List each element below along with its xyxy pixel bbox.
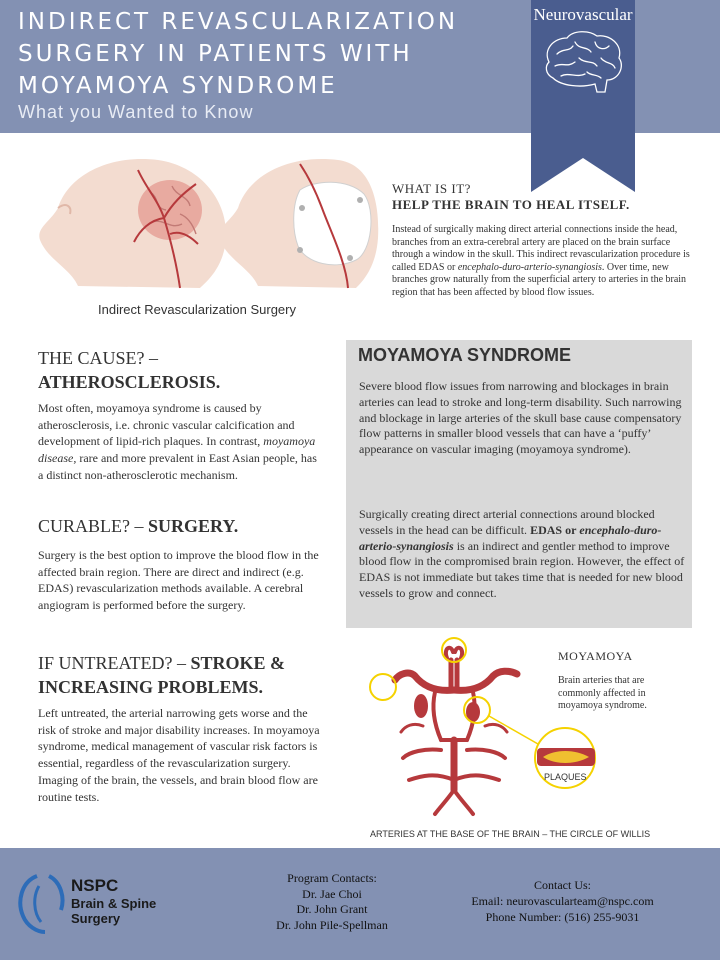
org-name: NSPC bbox=[71, 876, 119, 895]
curable-heading bbox=[38, 516, 328, 537]
plaques-label: PLAQUES bbox=[544, 772, 587, 782]
cause-body: Most often, moyamoya syndrome is caused by atherosclerosis, i.e. chronic vascular calcification and development of lipid-rich plaques. In contrast, moyamoya disease, rare and more prevalent in East Asian people, has a distinct non-atherosclerotic mechanism. bbox=[38, 401, 317, 482]
org-subtitle-line-1: Brain & Spine bbox=[71, 896, 157, 911]
neurovascular-badge bbox=[531, 0, 635, 192]
untreated-heading bbox=[38, 652, 328, 700]
org-subtitle-line-2: Surgery bbox=[71, 911, 121, 926]
cause-question: THE CAUSE? – bbox=[38, 348, 158, 368]
whatis-body: Instead of surgically making direct arterial connections inside the head, branches from an extra-cerebral artery are placed on the brain surface through a window in the skull. This indirect revascularization procedure is called EDAS or encephalo-duro-arterio-synangiosis. Over time, new branches grow naturally from the superficial artery to arteries in the brain region that has been affected by blood flow issues. bbox=[392, 224, 690, 298]
page-subtitle: What you Wanted to Know bbox=[18, 102, 254, 122]
moyamoya-title: MOYAMOYA SYNDROME bbox=[358, 345, 572, 365]
moyamoya-description: Brain arteries that are commonly affected in moyamoya syndrome. bbox=[558, 675, 647, 711]
surgery-illustration bbox=[30, 148, 380, 298]
contact-phone[interactable]: Phone Number: (516) 255-9031 bbox=[485, 909, 640, 924]
contact-name: Dr. John Grant bbox=[296, 902, 368, 916]
contact-name: Dr. John Pile-Spellman bbox=[276, 917, 388, 932]
contact-us-title: Contact Us: bbox=[534, 878, 591, 892]
cause-answer: ATHEROSCLEROSIS. bbox=[38, 372, 221, 392]
title-line-1: INDIRECT REVASCULARIZATION bbox=[18, 9, 459, 35]
head-left bbox=[39, 159, 226, 288]
title-line-2: SURGERY IN PATIENTS WITH bbox=[18, 41, 413, 67]
contacts-title: Program Contacts: bbox=[287, 871, 377, 885]
contact-email[interactable]: Email: neurovascularteam@nspc.com bbox=[471, 893, 654, 908]
page-title bbox=[18, 6, 518, 102]
untreated-answer-2: INCREASING PROBLEMS. bbox=[38, 677, 264, 697]
untreated-question: IF UNTREATED? – bbox=[38, 653, 191, 673]
willis-caption: ARTERIES AT THE BASE OF THE BRAIN – THE CIRCLE OF WILLIS bbox=[370, 829, 651, 839]
moyamoya-paragraph-1: Severe blood flow issues from narrowing and blockages in brain arteries can lead to stroke and long-term disability. Such narrowing and blockage in large arteries of the skull base cause compensatory flow patterns in smaller blood vessels that can have a ‘puffy’ appearance on vascular imaging (moyamoya syndrome). bbox=[359, 379, 682, 457]
moyamoya-label: MOYAMOYA bbox=[558, 649, 633, 663]
nspc-logo-icon bbox=[15, 872, 75, 934]
untreated-answer-1: STROKE & bbox=[190, 653, 286, 673]
whatis-answer: HELP THE BRAIN TO HEAL ITSELF. bbox=[392, 197, 630, 212]
curable-question: CURABLE? – bbox=[38, 516, 148, 536]
head-right bbox=[219, 159, 378, 288]
title-line-3: MOYAMOYA SYNDROME bbox=[18, 73, 338, 99]
curable-body: Surgery is the best option to improve the blood flow in the affected brain region. There are direct and indirect (e.g. EDAS) revascularization methods available. A cerebral angiogram is performed before the surgery. bbox=[38, 548, 319, 613]
untreated-body: Left untreated, the arterial narrowing gets worse and the risk of stroke and major disability increases. In moyamoya syndrome, medical management of vascular risk factors is essential, regardless of the revascularization surgery. Imaging of the brain, the vessels, and brain blood flow are routine tests. bbox=[38, 706, 320, 804]
badge-label: Neurovascular bbox=[533, 5, 633, 24]
contact-us bbox=[440, 878, 685, 925]
plaque-artery-detail bbox=[537, 748, 595, 766]
cause-heading bbox=[38, 347, 328, 395]
curable-answer: SURGERY. bbox=[148, 516, 239, 536]
whatis-question: WHAT IS IT? bbox=[392, 181, 471, 196]
moyamoya-paragraph-2: Surgically creating direct arterial connections around blocked vessels in the head can be difficult. EDAS or encephalo-duro-arterio-synangiosis is an indirect and gentler method to improve blood flow in the compromised brain region. However, the effect of EDAS is not immediate but takes time that is needed for new blood vessels to grow and connect. bbox=[359, 507, 685, 600]
surgery-caption: Indirect Revascularization Surgery bbox=[98, 302, 296, 317]
contact-name: Dr. Jae Choi bbox=[302, 886, 362, 901]
program-contacts bbox=[262, 871, 402, 933]
